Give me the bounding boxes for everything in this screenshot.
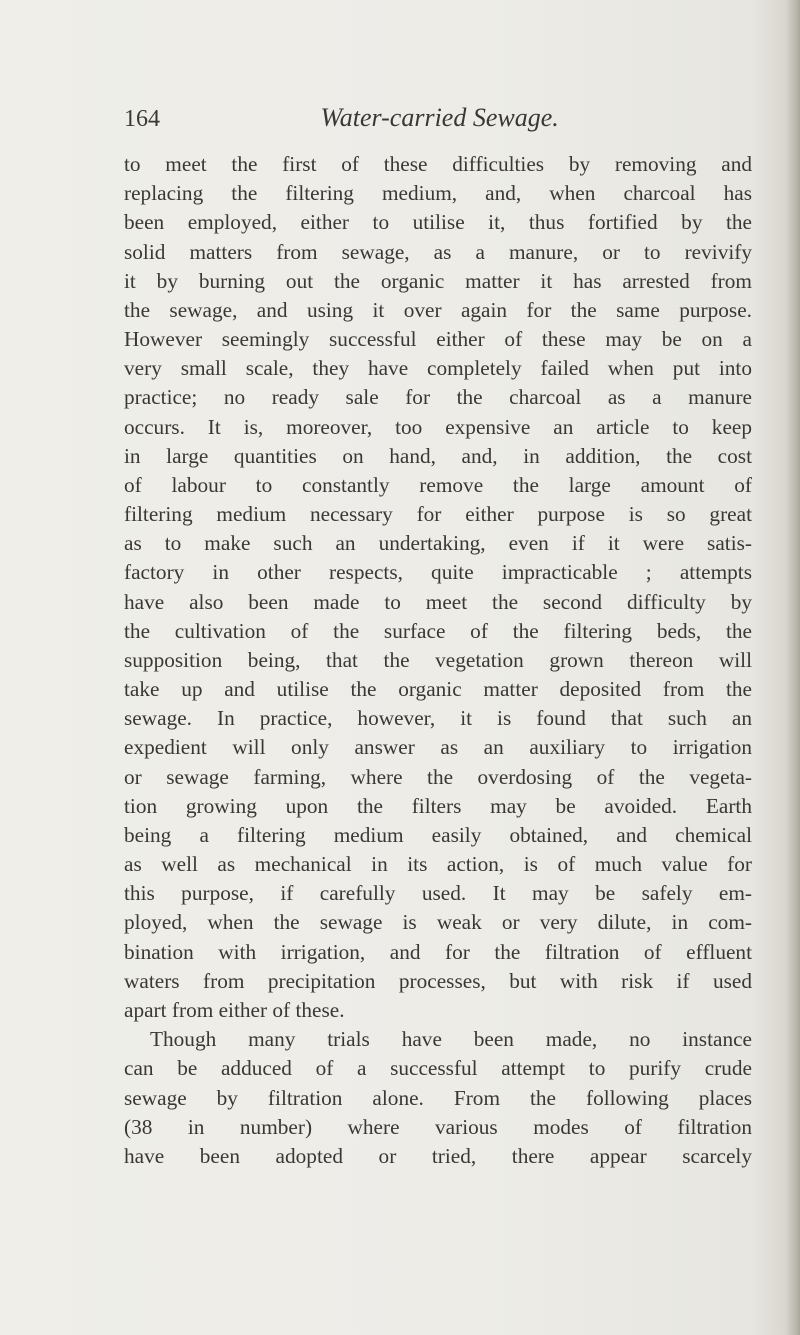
text-line: bination with irrigation, and for the filtration of effluent [124,939,752,964]
text-line: tion growing upon the filters may be avoided. Earth [124,793,752,818]
text-line: take up and utilise the organic matter deposited from the [124,677,752,702]
running-head [124,100,724,136]
text-line: as well as mechanical in its action, is of much value for [124,852,752,877]
text-line: factory in other respects, quite impracticable ; attempts [124,560,752,585]
text-line: waters from precipitation processes, but with risk if used [124,968,752,993]
text-line: in large quantities on hand, and, in addition, the cost [124,443,752,468]
text-line: can be adduced of a successful attempt to purify crude [124,1056,752,1081]
text-line: (38 in number) where various modes of filtration [124,1114,752,1139]
text-line: sewage. In practice, however, it is found that such an [124,706,752,731]
text-line: sewage by filtration alone. From the following places [124,1085,752,1110]
paragraph-end-line: apart from either of these. [124,997,345,1022]
text-line: solid matters from sewage, as a manure, or to revivify [124,239,752,264]
paragraph-start-line: Though many trials have been made, no instance [150,1027,752,1052]
text-line: have been adopted or tried, there appear scarcely [124,1143,752,1168]
body-text [124,150,752,1171]
text-line: occurs. It is, moreover, too expensive an article to keep [124,414,752,439]
text-line: the cultivation of the surface of the filtering beds, the [124,618,752,643]
running-title: Water-carried Sewage. [320,103,559,132]
text-line: supposition being, that the vegetation grown thereon will [124,647,752,672]
text-line: it by burning out the organic matter it has arrested from [124,268,752,293]
page-edge-shadow [786,0,800,1335]
text-line: replacing the filtering medium, and, when charcoal has [124,181,752,206]
text-line: being a filtering medium easily obtained, and chemical [124,822,752,847]
text-line: expedient will only answer as an auxiliary to irrigation [124,735,752,760]
text-line: the sewage, and using it over again for the same purpose. [124,297,752,322]
text-line: very small scale, they have completely failed when put into [124,356,752,381]
text-line: practice; no ready sale for the charcoal as a manure [124,385,752,410]
text-line: this purpose, if carefully used. It may be safely em- [124,881,752,906]
text-line: ployed, when the sewage is weak or very dilute, in com- [124,910,752,935]
text-line: as to make such an undertaking, even if it were satis- [124,531,752,556]
text-line: However seemingly successful either of these may be on a [124,327,752,352]
text-line: filtering medium necessary for either purpose is so great [124,502,752,527]
text-line: or sewage farming, where the overdosing of the vegeta- [124,764,752,789]
page-number: 164 [124,106,160,132]
text-line: been employed, either to utilise it, thus fortified by the [124,210,752,235]
text-line: of labour to constantly remove the large amount of [124,472,752,497]
text-line: to meet the first of these difficulties by removing and [124,152,752,176]
text-line: have also been made to meet the second difficulty by [124,589,752,614]
